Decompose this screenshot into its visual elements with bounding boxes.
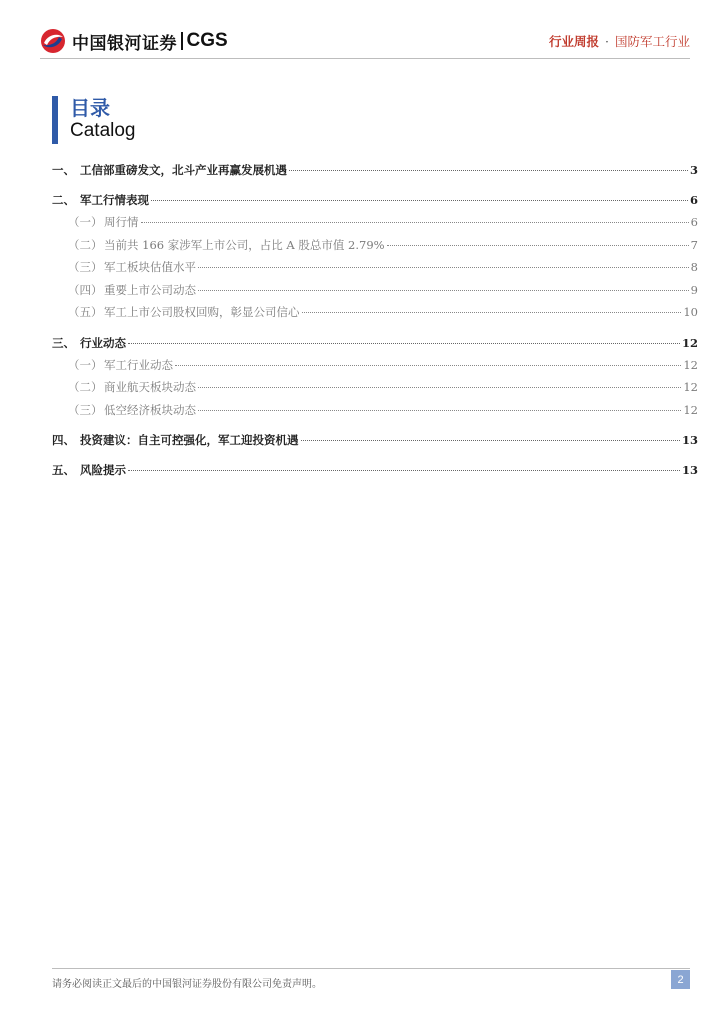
- toc-entry-chapter[interactable]: [52, 162, 698, 184]
- toc-number: 二、: [52, 193, 75, 207]
- catalog-title-en: Catalog: [70, 120, 136, 141]
- toc-number: 三、: [52, 335, 75, 350]
- footer-divider: [52, 968, 690, 969]
- toc-leader-dots: [387, 245, 689, 246]
- brand-name-cn: 中国银河证券: [72, 33, 177, 54]
- toc-leader-dots: [301, 440, 680, 441]
- toc-entry-chapter[interactable]: [52, 462, 698, 484]
- toc-gap: [52, 424, 698, 432]
- toc-number: （四）: [68, 282, 103, 297]
- toc-title: 行业动态: [80, 335, 126, 350]
- toc-number: （三）: [68, 402, 103, 417]
- toc-leader-dots: [175, 365, 681, 366]
- toc-title: 周行情: [104, 215, 139, 229]
- toc-page-number: 9: [690, 282, 698, 297]
- toc-leader-dots: [198, 267, 689, 268]
- toc-number: 四、: [52, 433, 75, 447]
- table-of-contents: [52, 162, 698, 484]
- toc-page-number: 12: [683, 380, 698, 394]
- toc-title: 投资建议：自主可控强化，军工迎投资机遇: [80, 433, 299, 447]
- toc-leader-dots: [128, 343, 680, 344]
- toc-entry-chapter[interactable]: [52, 192, 698, 214]
- toc-number: （二）: [68, 380, 103, 394]
- report-category: [549, 32, 690, 50]
- toc-number: （一）: [68, 215, 103, 229]
- toc-entry-section[interactable]: [52, 237, 698, 260]
- toc-page-number: 7: [690, 237, 698, 252]
- toc-title: 军工行情表现: [80, 193, 149, 207]
- toc-gap: [52, 327, 698, 335]
- toc-title: 当前共 166 家涉军上市公司，占比 A 股总市值 2.79%: [104, 237, 385, 252]
- toc-title: 军工上市公司股权回购，彰显公司信心: [104, 305, 300, 319]
- galaxy-logo-icon: [40, 28, 66, 54]
- toc-title: 重要上市公司动态: [104, 282, 196, 297]
- brand-name-en: CGS: [186, 30, 228, 51]
- toc-page-number: 13: [681, 433, 698, 447]
- toc-page-number: 6: [690, 215, 698, 229]
- toc-entry-chapter[interactable]: [52, 432, 698, 454]
- toc-page-number: 12: [683, 357, 698, 372]
- toc-title: 工信部重磅发文，北斗产业再赢发展机遇: [80, 163, 287, 177]
- report-type: 行业周报: [548, 34, 599, 49]
- toc-leader-dots: [198, 290, 689, 291]
- page-number: 2: [671, 970, 690, 989]
- toc-leader-dots: [302, 312, 682, 313]
- toc-entry-section[interactable]: [52, 379, 698, 402]
- toc-title: 军工板块估值水平: [104, 260, 196, 274]
- toc-number: （一）: [68, 357, 103, 372]
- toc-title: 军工行业动态: [104, 357, 173, 372]
- header-divider: [40, 58, 690, 59]
- toc-number: （三）: [68, 260, 103, 274]
- toc-entry-section[interactable]: [52, 304, 698, 327]
- toc-leader-dots: [198, 387, 681, 388]
- toc-title: 风险提示: [80, 463, 126, 477]
- brand-divider: [181, 32, 183, 50]
- toc-leader-dots: [198, 410, 681, 411]
- toc-number: 一、: [52, 163, 75, 177]
- toc-page-number: 6: [689, 193, 698, 207]
- toc-number: 五、: [52, 463, 75, 477]
- toc-entry-section[interactable]: [52, 357, 698, 380]
- toc-entry-section[interactable]: [52, 282, 698, 305]
- toc-title: 低空经济板块动态: [104, 402, 196, 417]
- catalog-title-cn: 目录: [70, 96, 110, 120]
- header-separator: ·: [605, 33, 609, 49]
- page-header: [0, 0, 724, 62]
- toc-leader-dots: [141, 222, 689, 223]
- toc-gap: [52, 454, 698, 462]
- brand-logo: [40, 28, 228, 54]
- catalog-accent-bar: [52, 96, 58, 144]
- toc-gap: [52, 184, 698, 192]
- report-industry: 国防军工行业: [614, 34, 690, 49]
- toc-entry-section[interactable]: [52, 259, 698, 282]
- toc-number: （二）: [68, 237, 103, 252]
- toc-page-number: 8: [690, 260, 698, 274]
- toc-entry-section[interactable]: [52, 214, 698, 237]
- toc-page-number: 12: [681, 335, 698, 350]
- toc-entry-chapter[interactable]: [52, 335, 698, 357]
- toc-leader-dots: [128, 470, 680, 471]
- toc-number: （五）: [68, 305, 103, 319]
- toc-page-number: 12: [683, 402, 698, 417]
- toc-page-number: 3: [689, 163, 698, 177]
- footer-disclaimer: 请务必阅读正文最后的中国银河证券股份有限公司免责声明。: [52, 979, 322, 990]
- toc-leader-dots: [151, 200, 688, 201]
- toc-page-number: 13: [681, 463, 698, 477]
- toc-entry-section[interactable]: [52, 402, 698, 425]
- toc-page-number: 10: [683, 305, 698, 319]
- toc-title: 商业航天板块动态: [104, 380, 196, 394]
- toc-leader-dots: [289, 170, 688, 171]
